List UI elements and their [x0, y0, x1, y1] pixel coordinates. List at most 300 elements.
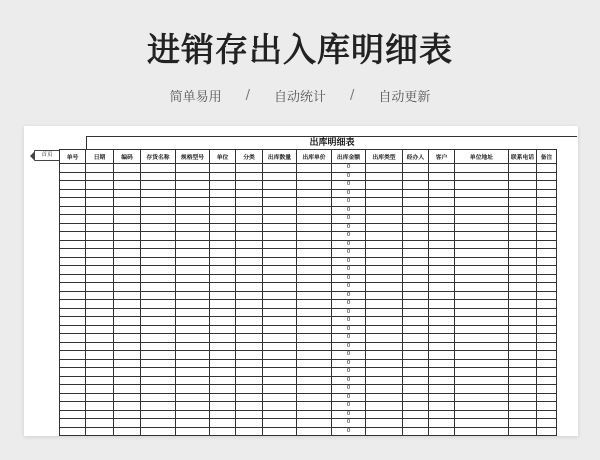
table-cell[interactable] [176, 351, 210, 360]
table-cell[interactable] [141, 359, 176, 368]
table-cell[interactable] [236, 283, 263, 292]
table-cell[interactable] [86, 274, 114, 283]
table-cell[interactable] [86, 266, 114, 275]
table-cell[interactable] [263, 402, 297, 411]
table-cell[interactable] [455, 317, 509, 326]
table-cell[interactable] [114, 393, 141, 402]
table-cell[interactable] [236, 240, 263, 249]
table-cell[interactable] [537, 427, 557, 436]
table-cell[interactable] [210, 419, 236, 428]
table-cell[interactable] [114, 266, 141, 275]
table-cell[interactable] [141, 325, 176, 334]
table-cell[interactable] [60, 376, 86, 385]
table-cell[interactable] [210, 351, 236, 360]
table-cell[interactable] [114, 376, 141, 385]
table-cell[interactable] [210, 164, 236, 173]
table-cell[interactable] [263, 393, 297, 402]
table-cell[interactable] [263, 410, 297, 419]
table-cell[interactable] [537, 240, 557, 249]
table-cell[interactable] [263, 266, 297, 275]
table-cell[interactable] [236, 300, 263, 309]
table-cell[interactable] [141, 393, 176, 402]
table-cell[interactable] [141, 283, 176, 292]
table-cell[interactable] [297, 376, 332, 385]
table-cell[interactable] [297, 385, 332, 394]
table-cell[interactable] [60, 249, 86, 258]
table-cell[interactable] [210, 266, 236, 275]
table-cell[interactable] [429, 368, 455, 377]
table-cell[interactable] [114, 189, 141, 198]
table-cell[interactable] [176, 368, 210, 377]
table-cell[interactable]: 0 [332, 283, 366, 292]
table-cell[interactable] [366, 368, 403, 377]
table-cell[interactable] [366, 172, 403, 181]
table-cell[interactable] [537, 402, 557, 411]
table-cell[interactable] [366, 198, 403, 207]
table-cell[interactable] [86, 198, 114, 207]
table-cell[interactable] [263, 351, 297, 360]
table-cell[interactable] [114, 240, 141, 249]
table-cell[interactable]: 0 [332, 368, 366, 377]
table-cell[interactable] [455, 393, 509, 402]
table-cell[interactable] [86, 215, 114, 224]
table-cell[interactable] [509, 172, 537, 181]
table-cell[interactable]: 0 [332, 240, 366, 249]
table-cell[interactable]: 0 [332, 351, 366, 360]
table-cell[interactable] [210, 402, 236, 411]
table-cell[interactable] [60, 334, 86, 343]
table-cell[interactable] [509, 342, 537, 351]
table-cell[interactable] [141, 266, 176, 275]
table-cell[interactable] [60, 283, 86, 292]
table-cell[interactable] [509, 334, 537, 343]
table-cell[interactable] [86, 249, 114, 258]
table-cell[interactable] [236, 385, 263, 394]
table-cell[interactable] [366, 359, 403, 368]
table-cell[interactable] [537, 410, 557, 419]
table-cell[interactable] [86, 376, 114, 385]
table-cell[interactable] [210, 206, 236, 215]
table-cell[interactable] [537, 334, 557, 343]
table-cell[interactable] [176, 300, 210, 309]
table-cell[interactable] [176, 249, 210, 258]
table-cell[interactable] [236, 291, 263, 300]
table-cell[interactable] [141, 215, 176, 224]
table-cell[interactable] [210, 215, 236, 224]
table-cell[interactable] [176, 359, 210, 368]
table-cell[interactable] [366, 232, 403, 241]
table-cell[interactable] [403, 351, 429, 360]
table-cell[interactable] [176, 257, 210, 266]
table-cell[interactable] [236, 317, 263, 326]
table-cell[interactable]: 0 [332, 206, 366, 215]
table-cell[interactable] [297, 402, 332, 411]
table-cell[interactable] [429, 291, 455, 300]
table-cell[interactable] [86, 232, 114, 241]
table-cell[interactable] [114, 325, 141, 334]
table-cell[interactable] [114, 181, 141, 190]
table-cell[interactable] [210, 334, 236, 343]
table-cell[interactable] [297, 257, 332, 266]
table-cell[interactable] [403, 274, 429, 283]
table-cell[interactable] [403, 291, 429, 300]
table-cell[interactable] [141, 223, 176, 232]
table-cell[interactable] [366, 402, 403, 411]
table-cell[interactable] [366, 291, 403, 300]
table-cell[interactable] [210, 232, 236, 241]
table-cell[interactable] [429, 189, 455, 198]
table-cell[interactable] [60, 402, 86, 411]
table-cell[interactable] [537, 376, 557, 385]
table-cell[interactable] [429, 342, 455, 351]
table-cell[interactable] [263, 385, 297, 394]
table-cell[interactable] [141, 402, 176, 411]
table-cell[interactable] [86, 206, 114, 215]
table-cell[interactable] [236, 308, 263, 317]
table-cell[interactable] [297, 291, 332, 300]
table-cell[interactable] [176, 266, 210, 275]
table-cell[interactable] [429, 164, 455, 173]
table-cell[interactable] [263, 172, 297, 181]
table-cell[interactable] [263, 257, 297, 266]
table-cell[interactable] [114, 274, 141, 283]
table-cell[interactable] [455, 223, 509, 232]
table-cell[interactable] [403, 189, 429, 198]
table-cell[interactable] [297, 317, 332, 326]
table-cell[interactable] [429, 215, 455, 224]
table-cell[interactable] [429, 376, 455, 385]
table-cell[interactable] [210, 427, 236, 436]
table-cell[interactable] [114, 368, 141, 377]
table-cell[interactable] [141, 334, 176, 343]
table-cell[interactable] [263, 291, 297, 300]
table-cell[interactable] [537, 172, 557, 181]
table-cell[interactable] [366, 240, 403, 249]
table-cell[interactable] [263, 317, 297, 326]
table-cell[interactable] [236, 368, 263, 377]
table-cell[interactable] [455, 291, 509, 300]
table-cell[interactable] [297, 393, 332, 402]
table-cell[interactable] [176, 215, 210, 224]
table-cell[interactable] [141, 291, 176, 300]
table-cell[interactable] [263, 368, 297, 377]
table-cell[interactable] [60, 359, 86, 368]
table-cell[interactable] [114, 283, 141, 292]
table-cell[interactable] [429, 334, 455, 343]
table-cell[interactable] [210, 317, 236, 326]
table-cell[interactable] [176, 385, 210, 394]
table-cell[interactable] [509, 419, 537, 428]
table-cell[interactable] [297, 325, 332, 334]
table-cell[interactable] [263, 325, 297, 334]
table-cell[interactable]: 0 [332, 164, 366, 173]
table-cell[interactable] [141, 385, 176, 394]
table-cell[interactable] [86, 291, 114, 300]
table-cell[interactable] [366, 283, 403, 292]
table-cell[interactable] [455, 402, 509, 411]
table-cell[interactable] [60, 266, 86, 275]
table-cell[interactable] [297, 351, 332, 360]
table-cell[interactable]: 0 [332, 189, 366, 198]
table-cell[interactable] [236, 274, 263, 283]
table-cell[interactable] [210, 325, 236, 334]
table-cell[interactable] [86, 410, 114, 419]
table-cell[interactable]: 0 [332, 249, 366, 258]
table-cell[interactable] [509, 359, 537, 368]
table-cell[interactable] [455, 300, 509, 309]
table-cell[interactable] [141, 181, 176, 190]
table-cell[interactable] [537, 232, 557, 241]
table-cell[interactable] [455, 232, 509, 241]
table-cell[interactable] [210, 283, 236, 292]
table-cell[interactable] [537, 266, 557, 275]
table-cell[interactable] [366, 308, 403, 317]
table-cell[interactable] [455, 427, 509, 436]
table-cell[interactable] [429, 359, 455, 368]
table-cell[interactable] [403, 257, 429, 266]
table-cell[interactable] [236, 215, 263, 224]
table-cell[interactable] [429, 427, 455, 436]
table-cell[interactable] [537, 359, 557, 368]
table-cell[interactable] [86, 368, 114, 377]
table-cell[interactable] [509, 385, 537, 394]
table-cell[interactable] [366, 317, 403, 326]
table-cell[interactable] [455, 206, 509, 215]
table-cell[interactable]: 0 [332, 410, 366, 419]
table-cell[interactable] [366, 215, 403, 224]
table-cell[interactable] [366, 249, 403, 258]
table-cell[interactable] [403, 172, 429, 181]
table-cell[interactable] [509, 189, 537, 198]
table-cell[interactable] [263, 189, 297, 198]
table-cell[interactable] [210, 342, 236, 351]
table-cell[interactable] [366, 274, 403, 283]
table-cell[interactable] [210, 368, 236, 377]
table-cell[interactable] [176, 419, 210, 428]
table-cell[interactable] [86, 189, 114, 198]
table-cell[interactable]: 0 [332, 393, 366, 402]
table-cell[interactable] [86, 385, 114, 394]
table-cell[interactable] [366, 164, 403, 173]
table-cell[interactable] [236, 376, 263, 385]
table-cell[interactable] [509, 240, 537, 249]
table-cell[interactable] [60, 189, 86, 198]
table-cell[interactable] [403, 283, 429, 292]
table-cell[interactable]: 0 [332, 427, 366, 436]
table-cell[interactable] [263, 206, 297, 215]
table-cell[interactable] [114, 351, 141, 360]
table-cell[interactable] [236, 172, 263, 181]
table-cell[interactable] [176, 164, 210, 173]
table-cell[interactable] [429, 266, 455, 275]
table-cell[interactable] [297, 240, 332, 249]
table-cell[interactable] [86, 419, 114, 428]
table-cell[interactable] [509, 283, 537, 292]
table-cell[interactable] [86, 164, 114, 173]
table-cell[interactable] [297, 198, 332, 207]
table-cell[interactable] [537, 291, 557, 300]
table-cell[interactable] [263, 359, 297, 368]
table-cell[interactable] [366, 393, 403, 402]
table-cell[interactable] [403, 368, 429, 377]
table-cell[interactable] [509, 232, 537, 241]
table-cell[interactable] [141, 274, 176, 283]
table-cell[interactable] [366, 351, 403, 360]
table-cell[interactable] [455, 334, 509, 343]
table-cell[interactable] [297, 334, 332, 343]
table-cell[interactable] [429, 300, 455, 309]
table-cell[interactable] [509, 351, 537, 360]
table-cell[interactable] [455, 189, 509, 198]
table-cell[interactable] [403, 300, 429, 309]
table-cell[interactable] [176, 317, 210, 326]
table-cell[interactable] [60, 325, 86, 334]
table-cell[interactable] [86, 393, 114, 402]
table-cell[interactable] [86, 223, 114, 232]
table-cell[interactable] [60, 240, 86, 249]
table-cell[interactable] [60, 300, 86, 309]
table-cell[interactable] [455, 410, 509, 419]
table-cell[interactable] [176, 189, 210, 198]
table-cell[interactable] [509, 223, 537, 232]
table-cell[interactable] [141, 410, 176, 419]
table-cell[interactable] [210, 240, 236, 249]
table-cell[interactable] [455, 164, 509, 173]
table-cell[interactable] [429, 402, 455, 411]
table-cell[interactable]: 0 [332, 376, 366, 385]
table-cell[interactable]: 0 [332, 198, 366, 207]
table-cell[interactable] [141, 427, 176, 436]
table-cell[interactable] [176, 393, 210, 402]
table-cell[interactable] [60, 181, 86, 190]
table-cell[interactable] [297, 342, 332, 351]
table-cell[interactable]: 0 [332, 232, 366, 241]
table-cell[interactable] [60, 206, 86, 215]
table-cell[interactable] [429, 317, 455, 326]
table-cell[interactable] [429, 419, 455, 428]
table-cell[interactable] [141, 342, 176, 351]
table-cell[interactable] [176, 308, 210, 317]
table-cell[interactable] [141, 189, 176, 198]
table-cell[interactable] [176, 325, 210, 334]
table-cell[interactable] [429, 274, 455, 283]
table-cell[interactable] [403, 427, 429, 436]
table-cell[interactable] [176, 334, 210, 343]
table-cell[interactable] [509, 215, 537, 224]
table-cell[interactable] [403, 393, 429, 402]
table-cell[interactable] [297, 181, 332, 190]
table-cell[interactable] [263, 232, 297, 241]
table-cell[interactable] [263, 274, 297, 283]
table-cell[interactable] [537, 223, 557, 232]
table-cell[interactable] [537, 198, 557, 207]
table-cell[interactable]: 0 [332, 223, 366, 232]
table-cell[interactable] [455, 342, 509, 351]
table-cell[interactable] [114, 164, 141, 173]
table-cell[interactable] [429, 385, 455, 394]
table-cell[interactable] [114, 291, 141, 300]
table-cell[interactable] [176, 206, 210, 215]
table-cell[interactable] [176, 402, 210, 411]
table-cell[interactable] [236, 325, 263, 334]
table-cell[interactable] [263, 300, 297, 309]
table-cell[interactable]: 0 [332, 317, 366, 326]
table-cell[interactable] [366, 419, 403, 428]
table-cell[interactable] [60, 198, 86, 207]
table-cell[interactable] [297, 419, 332, 428]
table-cell[interactable] [210, 385, 236, 394]
table-cell[interactable] [236, 342, 263, 351]
table-cell[interactable] [537, 325, 557, 334]
table-cell[interactable] [114, 402, 141, 411]
table-cell[interactable] [141, 232, 176, 241]
table-cell[interactable] [141, 351, 176, 360]
table-cell[interactable] [176, 232, 210, 241]
table-cell[interactable] [176, 283, 210, 292]
table-cell[interactable] [141, 198, 176, 207]
table-cell[interactable] [403, 308, 429, 317]
table-cell[interactable] [429, 181, 455, 190]
table-cell[interactable] [366, 223, 403, 232]
table-cell[interactable] [297, 223, 332, 232]
table-cell[interactable] [509, 164, 537, 173]
table-cell[interactable] [366, 325, 403, 334]
table-cell[interactable] [263, 376, 297, 385]
table-cell[interactable] [114, 419, 141, 428]
table-cell[interactable] [297, 274, 332, 283]
table-cell[interactable] [176, 172, 210, 181]
table-cell[interactable] [403, 206, 429, 215]
table-cell[interactable] [537, 283, 557, 292]
table-cell[interactable] [86, 351, 114, 360]
table-cell[interactable] [210, 410, 236, 419]
table-cell[interactable] [60, 164, 86, 173]
table-cell[interactable] [210, 300, 236, 309]
table-cell[interactable] [176, 240, 210, 249]
table-cell[interactable] [236, 410, 263, 419]
table-cell[interactable] [60, 368, 86, 377]
table-cell[interactable] [455, 419, 509, 428]
table-cell[interactable] [366, 206, 403, 215]
table-cell[interactable] [429, 325, 455, 334]
table-cell[interactable] [60, 427, 86, 436]
table-cell[interactable] [537, 249, 557, 258]
table-cell[interactable] [176, 291, 210, 300]
table-cell[interactable] [263, 249, 297, 258]
table-cell[interactable] [60, 385, 86, 394]
table-cell[interactable] [403, 223, 429, 232]
table-cell[interactable] [297, 249, 332, 258]
table-cell[interactable] [297, 266, 332, 275]
table-cell[interactable] [86, 359, 114, 368]
table-cell[interactable] [366, 342, 403, 351]
table-cell[interactable] [263, 215, 297, 224]
table-cell[interactable] [210, 308, 236, 317]
table-cell[interactable] [403, 402, 429, 411]
table-cell[interactable] [60, 351, 86, 360]
table-cell[interactable] [236, 257, 263, 266]
table-cell[interactable] [236, 351, 263, 360]
table-cell[interactable] [429, 249, 455, 258]
table-cell[interactable] [263, 223, 297, 232]
table-cell[interactable] [86, 308, 114, 317]
table-cell[interactable] [86, 257, 114, 266]
table-cell[interactable] [509, 376, 537, 385]
table-cell[interactable] [297, 283, 332, 292]
table-cell[interactable] [263, 240, 297, 249]
table-cell[interactable] [509, 300, 537, 309]
table-cell[interactable] [509, 257, 537, 266]
